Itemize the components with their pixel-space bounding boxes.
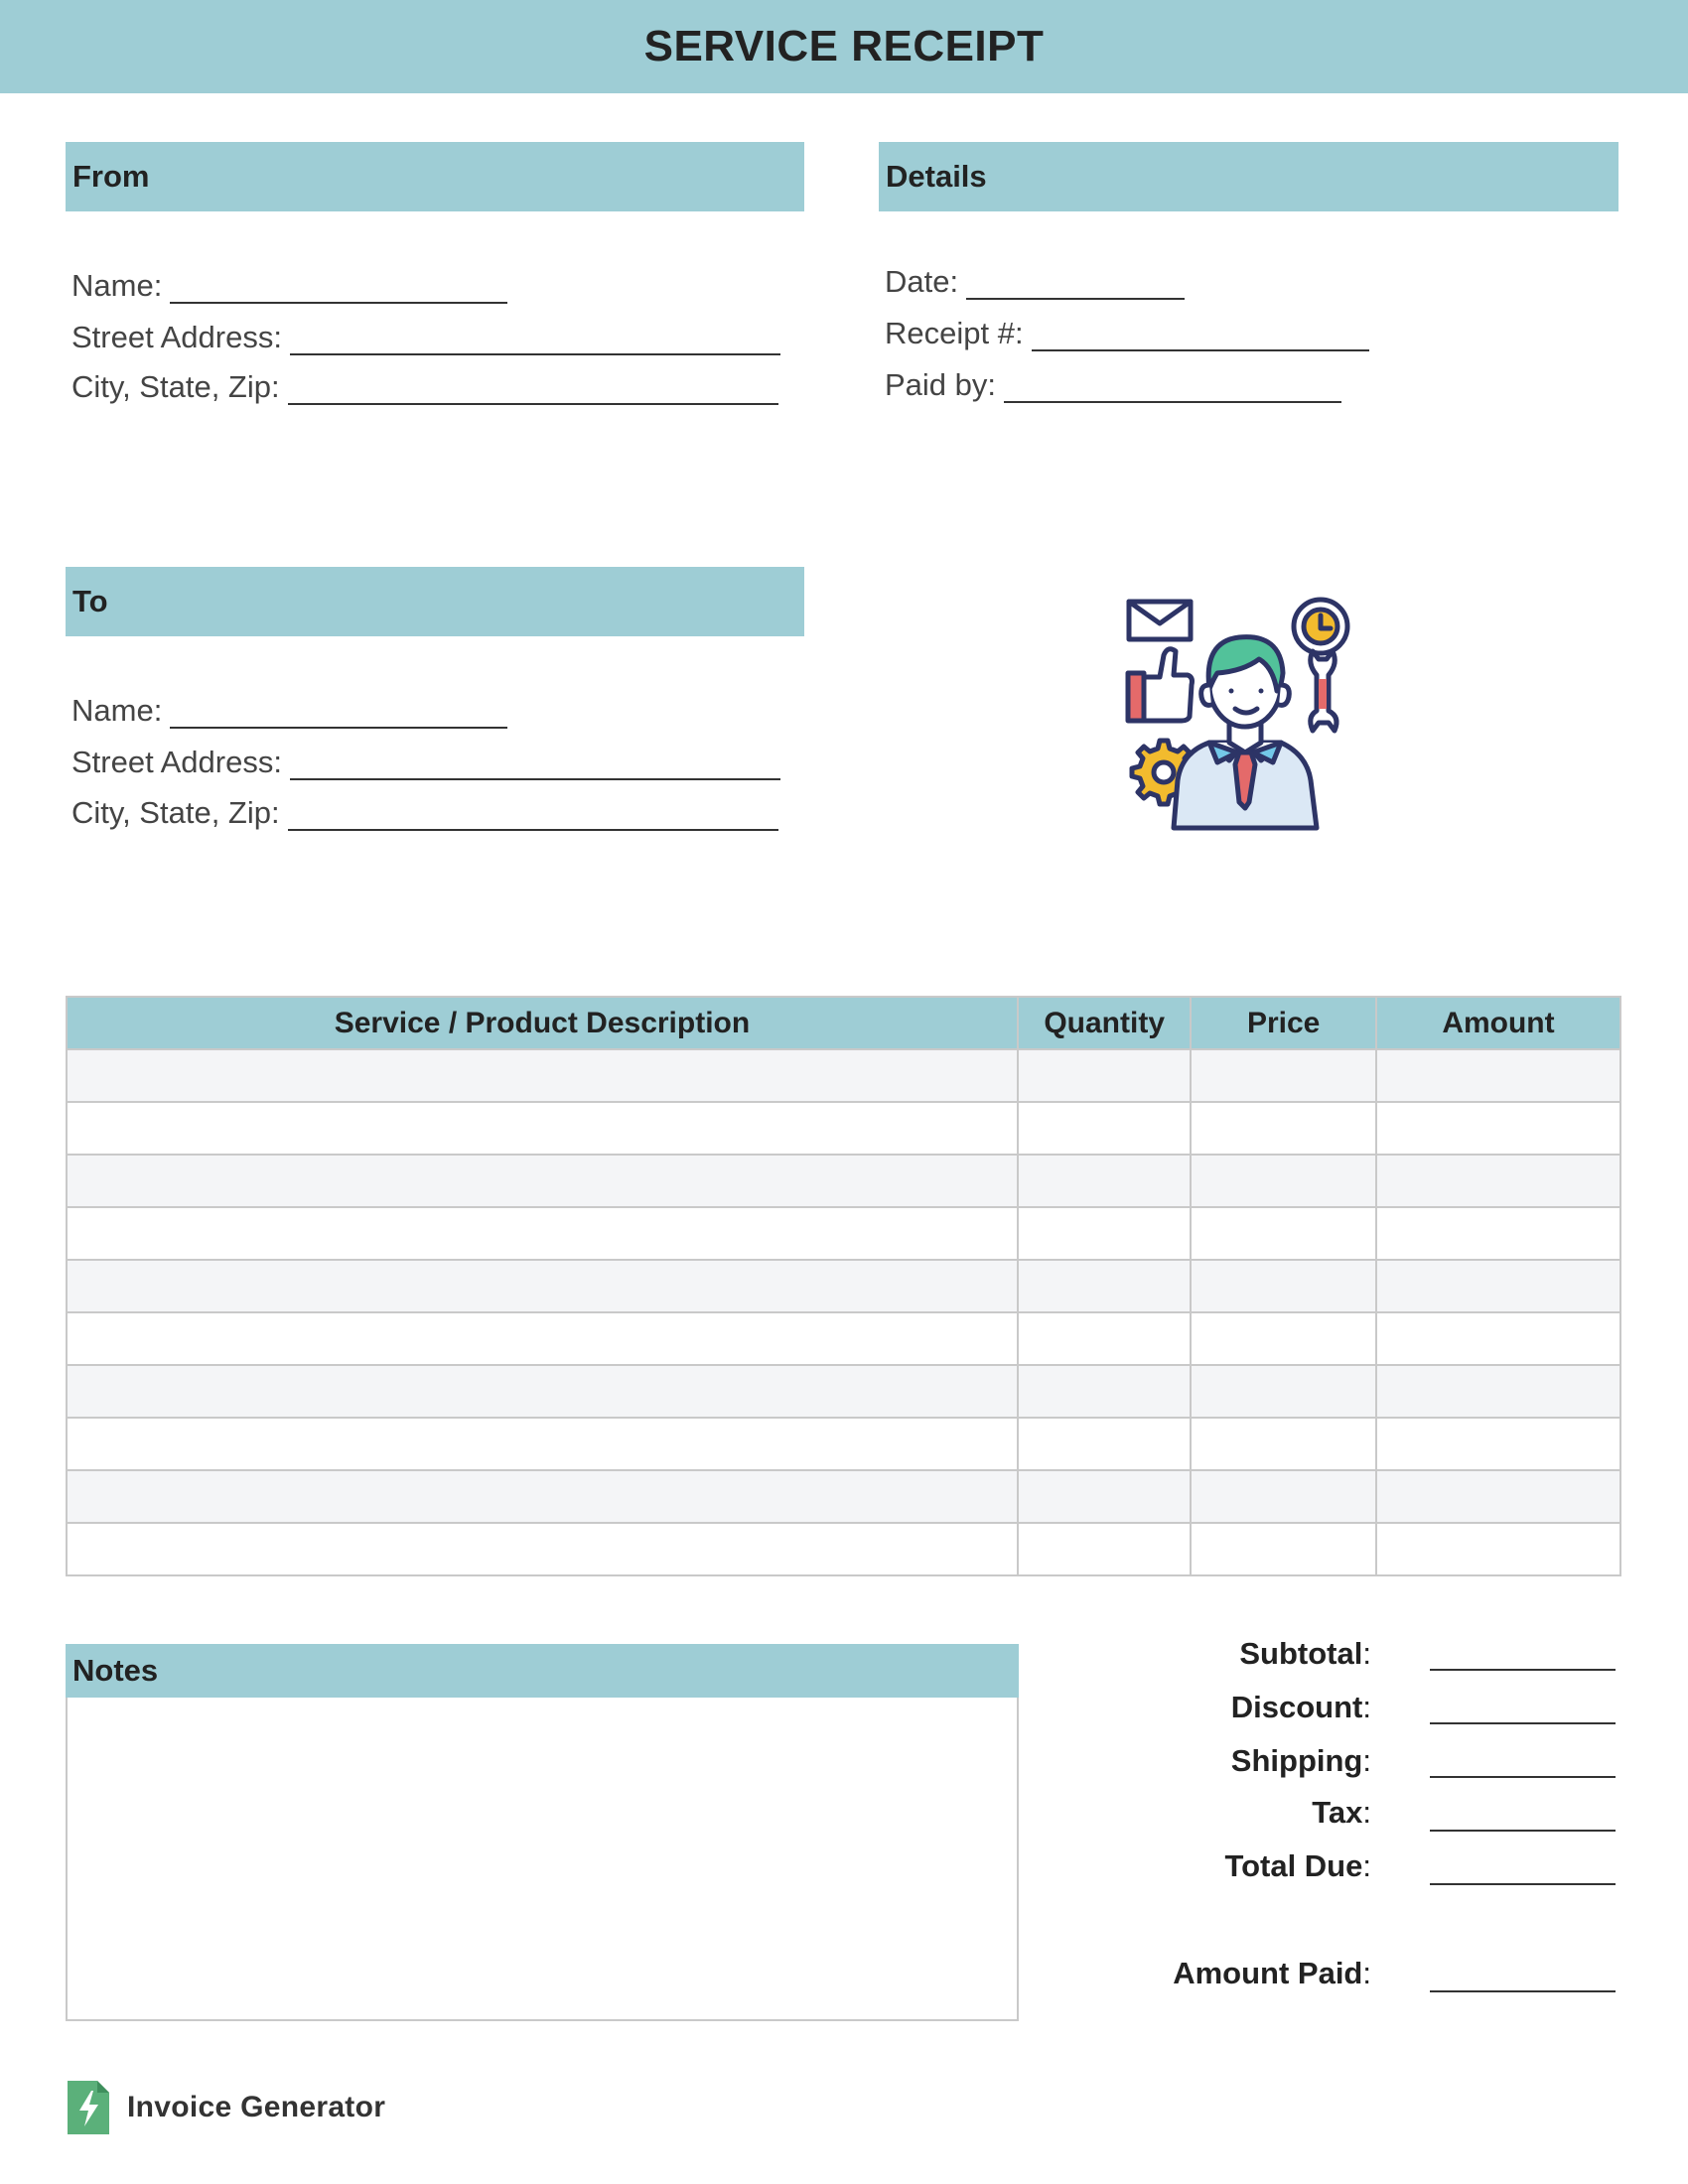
from-name-label: Name: [71, 268, 163, 303]
invoice-generator-logo-icon [68, 2081, 109, 2134]
amount-cell[interactable] [1376, 1523, 1620, 1575]
table-body [67, 1049, 1620, 1575]
document-title: SERVICE RECEIPT [643, 22, 1045, 70]
to-street-line[interactable] [290, 749, 780, 780]
description-cell[interactable] [67, 1470, 1018, 1523]
total-due-row [0, 1848, 1371, 1884]
amount-paid-line[interactable] [1430, 1990, 1616, 1992]
quantity-cell[interactable] [1018, 1312, 1191, 1365]
price-cell[interactable] [1191, 1155, 1376, 1207]
brand-name: Invoice Generator [127, 2091, 386, 2123]
amount-cell[interactable] [1376, 1207, 1620, 1260]
description-cell[interactable] [67, 1260, 1018, 1312]
discount-line[interactable] [1430, 1722, 1616, 1724]
colon: : [1362, 1848, 1371, 1883]
description-cell[interactable] [67, 1523, 1018, 1575]
total-due-label: Total Due [1224, 1848, 1363, 1883]
paid-by-label: Paid by: [885, 367, 997, 402]
envelope-icon [1129, 602, 1191, 639]
table-row [67, 1102, 1620, 1155]
table-row [67, 1418, 1620, 1470]
table-row [67, 1470, 1620, 1523]
price-cell[interactable] [1191, 1049, 1376, 1102]
header-price: Price [1191, 997, 1376, 1049]
quantity-cell[interactable] [1018, 1155, 1191, 1207]
to-name-field[interactable] [71, 693, 507, 729]
table-row [67, 1260, 1620, 1312]
amount-cell[interactable] [1376, 1418, 1620, 1470]
receipt-number-label: Receipt #: [885, 316, 1024, 350]
quantity-cell[interactable] [1018, 1418, 1191, 1470]
to-city-line[interactable] [288, 799, 778, 831]
price-cell[interactable] [1191, 1470, 1376, 1523]
amount-cell[interactable] [1376, 1049, 1620, 1102]
amount-paid-row [0, 1956, 1371, 1991]
thumbs-up-icon [1128, 649, 1193, 721]
clock-icon [1294, 600, 1347, 653]
notes-heading: Notes [66, 1644, 1019, 1698]
amount-cell[interactable] [1376, 1312, 1620, 1365]
from-city-label: City, State, Zip: [71, 369, 280, 404]
from-street-label: Street Address: [71, 320, 282, 354]
from-name-field[interactable] [71, 268, 507, 304]
description-cell[interactable] [67, 1418, 1018, 1470]
colon: : [1362, 1795, 1371, 1830]
quantity-cell[interactable] [1018, 1260, 1191, 1312]
brand-footer [68, 2081, 385, 2134]
date-line[interactable] [966, 268, 1185, 300]
quantity-cell[interactable] [1018, 1365, 1191, 1418]
discount-label: Discount [1230, 1690, 1363, 1724]
from-street-line[interactable] [290, 324, 780, 355]
to-name-label: Name: [71, 693, 163, 728]
receipt-number-field[interactable] [885, 316, 1369, 351]
details-heading: Details [879, 142, 1618, 211]
price-cell[interactable] [1191, 1207, 1376, 1260]
description-cell[interactable] [67, 1365, 1018, 1418]
to-city-label: City, State, Zip: [71, 795, 280, 830]
from-street-field[interactable] [71, 320, 780, 355]
quantity-cell[interactable] [1018, 1470, 1191, 1523]
receipt-number-line[interactable] [1032, 320, 1369, 351]
tax-row [0, 1795, 1371, 1831]
price-cell[interactable] [1191, 1523, 1376, 1575]
table-row [67, 1523, 1620, 1575]
to-heading: To [66, 567, 804, 636]
total-due-line[interactable] [1430, 1883, 1616, 1885]
date-field[interactable] [885, 264, 1185, 300]
subtotal-line[interactable] [1430, 1669, 1616, 1671]
to-street-label: Street Address: [71, 745, 282, 779]
shipping-label: Shipping [1230, 1743, 1363, 1778]
price-cell[interactable] [1191, 1365, 1376, 1418]
amount-paid-label: Amount Paid [1173, 1956, 1363, 1990]
discount-row [0, 1690, 1371, 1725]
amount-cell[interactable] [1376, 1365, 1620, 1418]
header-amount: Amount [1376, 997, 1620, 1049]
price-cell[interactable] [1191, 1312, 1376, 1365]
description-cell[interactable] [67, 1049, 1018, 1102]
quantity-cell[interactable] [1018, 1207, 1191, 1260]
service-worker-icon [1122, 594, 1360, 832]
from-name-line[interactable] [170, 272, 507, 304]
table-header-row [67, 997, 1620, 1049]
to-name-line[interactable] [170, 697, 507, 729]
amount-cell[interactable] [1376, 1260, 1620, 1312]
quantity-cell[interactable] [1018, 1049, 1191, 1102]
quantity-cell[interactable] [1018, 1523, 1191, 1575]
paid-by-field[interactable] [885, 367, 1341, 403]
date-label: Date: [885, 264, 959, 299]
subtotal-label: Subtotal [1239, 1636, 1363, 1671]
title-bar [0, 0, 1688, 93]
amount-cell[interactable] [1376, 1155, 1620, 1207]
amount-cell[interactable] [1376, 1102, 1620, 1155]
from-heading: From [66, 142, 804, 211]
from-city-line[interactable] [288, 373, 778, 405]
header-quantity: Quantity [1018, 997, 1191, 1049]
items-table [66, 996, 1621, 1576]
amount-cell[interactable] [1376, 1470, 1620, 1523]
wrench-icon [1311, 651, 1336, 731]
quantity-cell[interactable] [1018, 1102, 1191, 1155]
table-row [67, 1365, 1620, 1418]
tax-line[interactable] [1430, 1830, 1616, 1832]
table-row [67, 1155, 1620, 1207]
tax-label: Tax [1312, 1795, 1363, 1830]
description-cell[interactable] [67, 1312, 1018, 1365]
table-row [67, 1207, 1620, 1260]
table-row [67, 1049, 1620, 1102]
description-cell[interactable] [67, 1207, 1018, 1260]
to-city-field[interactable] [71, 795, 778, 831]
colon: : [1362, 1956, 1371, 1990]
shipping-row [0, 1743, 1371, 1779]
colon: : [1362, 1636, 1371, 1671]
header-description: Service / Product Description [67, 997, 1018, 1049]
paid-by-line[interactable] [1004, 371, 1341, 403]
price-cell[interactable] [1191, 1260, 1376, 1312]
colon: : [1362, 1690, 1371, 1724]
from-city-field[interactable] [71, 369, 778, 405]
colon: : [1362, 1743, 1371, 1778]
description-cell[interactable] [67, 1102, 1018, 1155]
to-street-field[interactable] [71, 745, 780, 780]
subtotal-row [0, 1636, 1371, 1672]
price-cell[interactable] [1191, 1102, 1376, 1155]
description-cell[interactable] [67, 1155, 1018, 1207]
price-cell[interactable] [1191, 1418, 1376, 1470]
table-row [67, 1312, 1620, 1365]
shipping-line[interactable] [1430, 1776, 1616, 1778]
